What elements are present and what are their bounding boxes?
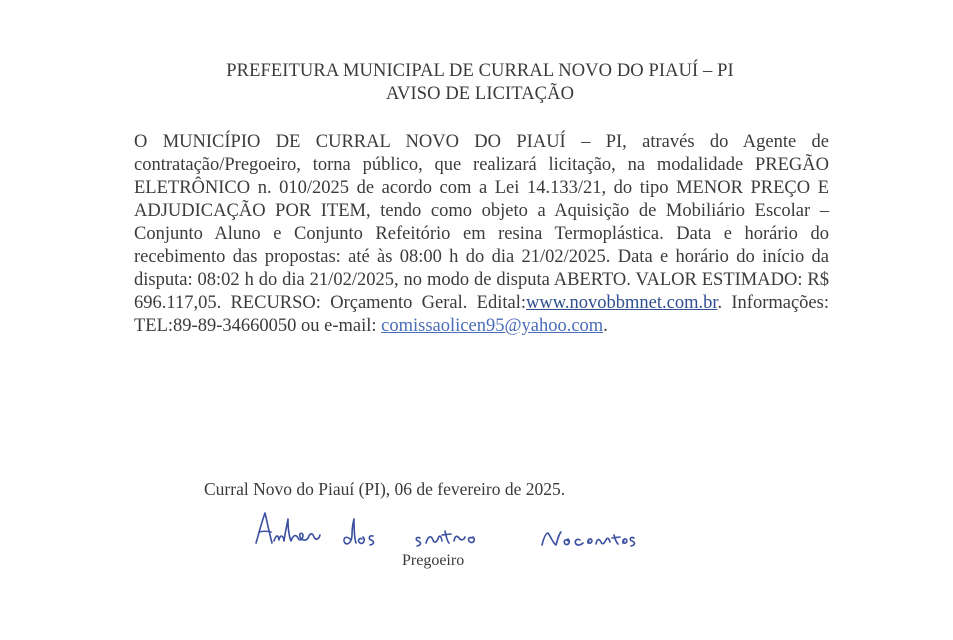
notice-body: [134, 131, 829, 338]
notice-text-part-1: O MUNICÍPIO DE CURRAL NOVO DO PIAUÍ – PI, através do Agente de contratação/Pregoeiro, torna público, que realizará licitação, na modalidade PREGÃO ELETRÔNICO n. 010/2025 de acordo com a Lei 14.133/21, do tipo MENOR PREÇO E ADJUDICAÇÃO POR ITEM, tendo como objeto a Aquisição de Mobiliário Escolar – Conjunto Aluno e Conjunto Refeitório em resina Termoplástica. Data e horário do recebimento das propostas: até às 08:00 h do dia 21/02/2025. Data e horário do início da disputa: 08:02 h do dia 21/02/2025, no modo de disputa ABERTO. VALOR ESTIMADO: R$ 696.117,05. RECURSO: Orçamento Geral. Edital:: [134, 132, 829, 313]
handwritten-signature: [250, 505, 680, 565]
website-link[interactable]: www.novobbmnet.com.br: [525, 293, 718, 313]
document-title: PREFEITURA MUNICIPAL DE CURRAL NOVO DO PIAUÍ – PI: [226, 61, 734, 81]
notice-text-part-3: .: [603, 316, 608, 336]
email-link[interactable]: comissaolicen95@yahoo.com: [381, 316, 604, 336]
place-date: Curral Novo do Piauí (PI), 06 de fevereiro de 2025.: [204, 479, 566, 499]
notice-text-part-2: . Informações: TEL:89-89-34660050 ou e-mail:: [134, 293, 829, 336]
signatory-role: Pregoeiro: [402, 552, 465, 569]
document-subtitle: AVISO DE LICITAÇÃO: [385, 84, 575, 104]
